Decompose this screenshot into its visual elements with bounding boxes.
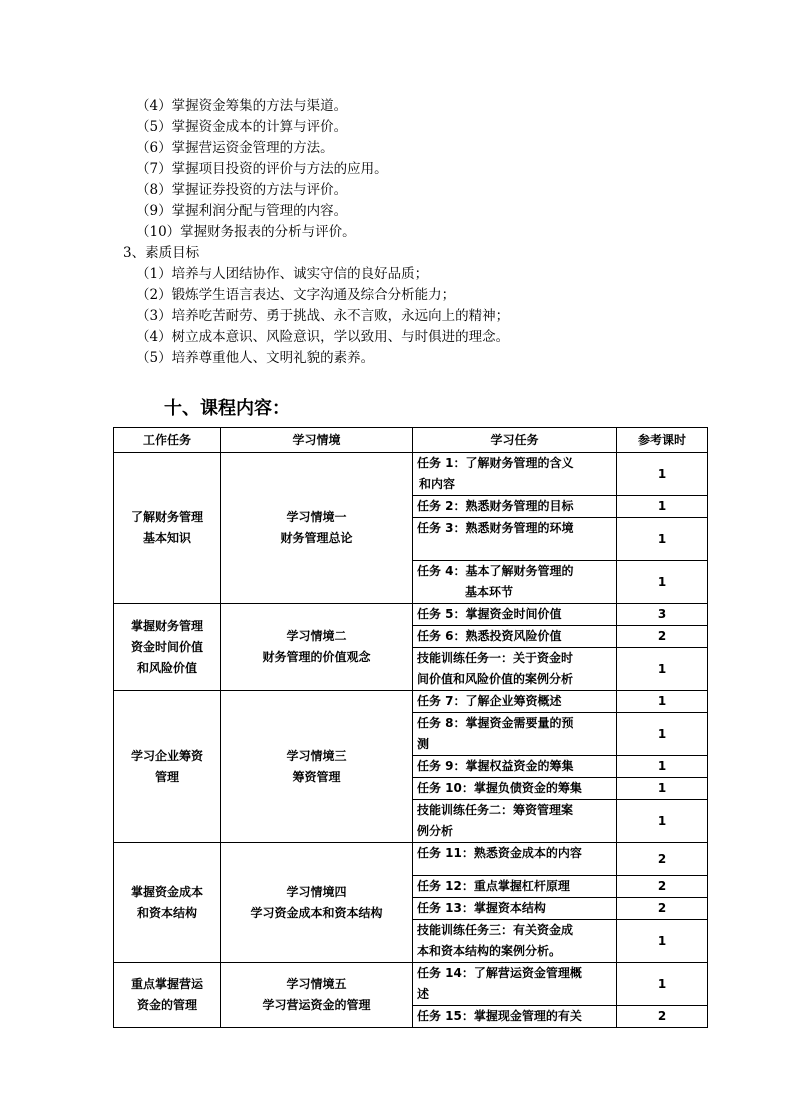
task-line: 述 (417, 987, 430, 1001)
hours-cell: 1 (617, 920, 708, 963)
work-task-cell (114, 453, 221, 604)
table-row (114, 604, 708, 626)
task-line: 测 (417, 737, 430, 751)
hours-cell: 1 (617, 496, 708, 518)
table-row (114, 453, 708, 496)
task-cell (413, 518, 617, 561)
header-situation: 学习情境 (221, 428, 413, 453)
task-line: 任务 13：掌握资本结构 (417, 901, 546, 915)
situation-line: 学习情境四 (286, 884, 347, 899)
task-cell (413, 561, 617, 604)
task-cell (413, 648, 617, 691)
hours-cell: 1 (617, 713, 708, 756)
situation-cell (221, 453, 413, 604)
situation-cell (221, 691, 413, 843)
hours-cell: 2 (617, 898, 708, 920)
work-task-line: 基本知识 (142, 531, 191, 545)
situation-line: 财务管理的价值观念 (262, 650, 371, 664)
work-task-line: 和资本结构 (136, 905, 197, 920)
situation-line: 学习营运资金的管理 (262, 998, 371, 1012)
table-row (114, 963, 708, 1006)
section-title: 十、课程内容： (164, 398, 290, 419)
quality-line-2: （2）锻炼学生语言表达、文字沟通及综合分析能力； (136, 287, 456, 303)
work-task-line: 和风险价值 (136, 660, 197, 675)
hours-cell: 2 (617, 626, 708, 648)
objective-line-6: （6）掌握营运资金管理的方法。 (136, 140, 334, 156)
objective-line-10: （10）掌握财务报表的分析与评价。 (136, 224, 356, 240)
task-cell (413, 843, 617, 876)
task-line: 任务 2：熟悉财务管理的目标 (417, 499, 574, 513)
situation-cell (221, 843, 413, 963)
task-cell (413, 604, 617, 626)
task-cell (413, 756, 617, 778)
objective-line-4: （4）掌握资金筹集的方法与渠道。 (136, 98, 348, 114)
task-cell (413, 963, 617, 1006)
table-header-row (114, 428, 708, 453)
task-line: 任务 14：了解营运资金管理概 (417, 966, 582, 980)
task-cell (413, 898, 617, 920)
task-line: 任务 10：掌握负债资金的筹集 (417, 781, 582, 795)
task-cell (413, 626, 617, 648)
task-cell (413, 778, 617, 800)
header-hours: 参考课时 (617, 428, 708, 453)
situation-line: 财务管理总论 (280, 531, 353, 545)
hours-cell: 2 (617, 843, 708, 876)
task-line: 任务 9：掌握权益资金的筹集 (417, 759, 574, 773)
task-line: 本和资本结构的案例分析。 (417, 944, 562, 958)
task-cell (413, 691, 617, 713)
task-line: 任务 6：熟悉投资风险价值 (417, 629, 562, 643)
task-line: 任务 11：熟悉资金成本的内容 (417, 846, 582, 860)
task-line: 例分析 (417, 824, 454, 838)
hours-cell: 1 (617, 518, 708, 561)
situation-line: 学习情境三 (286, 748, 347, 763)
work-task-cell (114, 963, 221, 1028)
task-line: 任务 4：基本了解财务管理的 (417, 564, 574, 578)
task-line: 和内容 (419, 477, 456, 491)
task-line: 任务 8：掌握资金需要量的预 (417, 716, 574, 730)
task-cell (413, 876, 617, 898)
hours-cell: 1 (617, 756, 708, 778)
work-task-line: 资金的管理 (136, 998, 197, 1012)
quality-heading: 3、素质目标 (123, 245, 200, 261)
hours-cell: 1 (617, 800, 708, 843)
objective-line-7: （7）掌握项目投资的评价与方法的应用。 (136, 161, 388, 177)
course-content-table (113, 427, 708, 1028)
objective-line-8: （8）掌握证券投资的方法与评价。 (136, 182, 348, 198)
work-task-cell (114, 843, 221, 963)
task-cell (413, 496, 617, 518)
task-line: 任务 15：掌握现金管理的有关 (417, 1009, 582, 1023)
table-row (114, 843, 708, 876)
table-row (114, 691, 708, 713)
hours-cell: 3 (617, 604, 708, 626)
situation-line: 筹资管理 (292, 769, 341, 784)
situation-cell (221, 604, 413, 691)
work-task-line: 管理 (154, 769, 179, 784)
situation-line: 学习情境一 (286, 510, 347, 524)
hours-cell: 2 (617, 876, 708, 898)
work-task-line: 掌握财务管理 (130, 618, 203, 633)
task-line: 间价值和风险价值的案例分析 (417, 672, 574, 686)
header-task: 学习任务 (413, 428, 617, 453)
task-cell (413, 800, 617, 843)
hours-cell: 1 (617, 453, 708, 496)
task-line: 技能训练任务三：有关资金成 (417, 923, 574, 937)
hours-cell: 1 (617, 778, 708, 800)
task-line: 任务 12：重点掌握杠杆原理 (417, 879, 570, 893)
quality-line-3: （3）培养吃苦耐劳、勇于挑战、永不言败，永远向上的精神； (136, 308, 510, 324)
work-task-line: 学习企业筹资 (130, 748, 203, 763)
work-task-line: 了解财务管理 (130, 510, 203, 524)
hours-cell: 2 (617, 1006, 708, 1028)
task-line: 任务 5：掌握资金时间价值 (417, 607, 562, 621)
hours-cell: 1 (617, 691, 708, 713)
quality-line-1: （1）培养与人团结协作、诚实守信的良好品质； (136, 266, 429, 282)
task-line: 技能训练任务一：关于资金时 (417, 651, 574, 665)
hours-cell: 1 (617, 963, 708, 1006)
task-cell (413, 920, 617, 963)
task-line: 任务 7：了解企业筹资概述 (417, 694, 562, 708)
quality-line-5: （5）培养尊重他人、文明礼貌的素养。 (136, 350, 375, 366)
situation-cell (221, 963, 413, 1028)
task-line: 任务 3：熟悉财务管理的环境 (417, 521, 574, 535)
situation-line: 学习资金成本和资本结构 (250, 905, 383, 920)
objective-line-9: （9）掌握利润分配与管理的内容。 (136, 203, 348, 219)
hours-cell: 1 (617, 561, 708, 604)
work-task-line: 重点掌握营运 (130, 977, 203, 991)
task-cell (413, 713, 617, 756)
work-task-cell (114, 691, 221, 843)
hours-cell: 1 (617, 648, 708, 691)
work-task-line: 掌握资金成本 (130, 884, 203, 899)
objective-line-5: （5）掌握资金成本的计算与评价。 (136, 119, 348, 135)
work-task-cell (114, 604, 221, 691)
task-cell (413, 453, 617, 496)
work-task-line: 资金时间价值 (130, 639, 203, 654)
task-line: 技能训练任务二：筹资管理案 (417, 803, 574, 817)
situation-line: 学习情境五 (286, 977, 347, 991)
task-line: 任务 1：了解财务管理的含义 (417, 456, 574, 470)
header-work-task: 工作任务 (114, 428, 221, 453)
task-cell (413, 1006, 617, 1028)
task-line: 基本环节 (465, 585, 514, 599)
quality-line-4: （4）树立成本意识、风险意识，学以致用、与时俱进的理念。 (136, 329, 510, 345)
situation-line: 学习情境二 (286, 629, 347, 643)
